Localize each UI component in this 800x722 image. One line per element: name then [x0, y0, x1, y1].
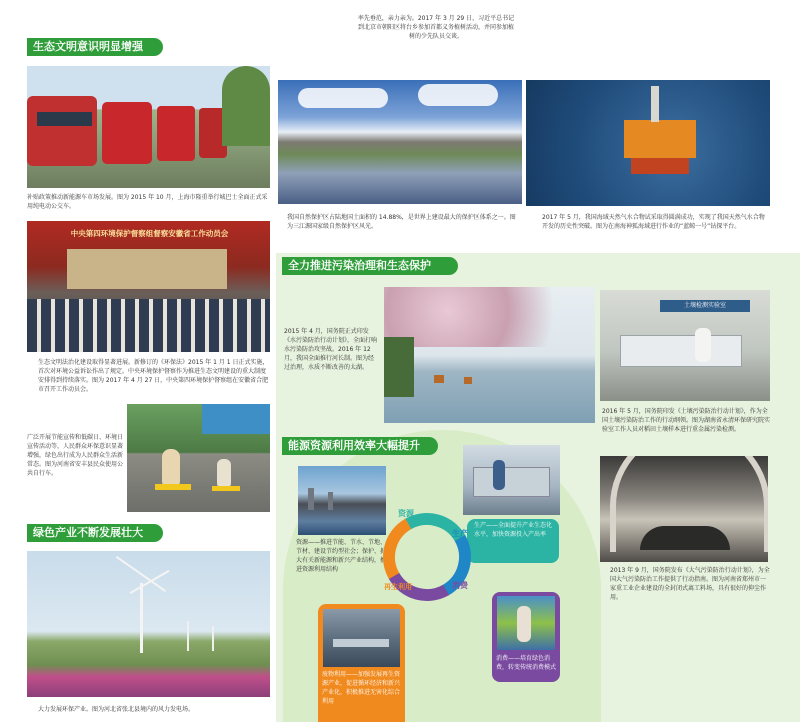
trees	[384, 337, 414, 397]
rig-derrick	[651, 86, 659, 122]
top-caption: 率先垂范，亲力亲为。2017 年 3 月 29 日，习近平总书记到北京市朝阳区将台乡参加首都义务植树活动，并同参加植树的少先队员交谈。	[357, 15, 515, 40]
production-caption: 生产——全面提升产业生态化水平，加快资源投入产出率	[474, 522, 553, 538]
rig-platform	[624, 120, 696, 158]
bus-shape	[157, 106, 195, 161]
rig-caption: 2017 年 5 月，我国海域天然气水合物试采取得圆满成功，实现了我国天然气水合物开发的历史性突破。图为在南海神狐海域进行作业的“蓝鲸一号”钻探平台。	[542, 214, 765, 230]
recycling-caption: 废物利用——加强发展再生资源产业，促进循环经济和新兴产业化，积极推进无害化综合利用	[322, 671, 401, 705]
stage	[67, 249, 227, 289]
bike-photo	[127, 404, 270, 512]
cycle-diagram	[374, 504, 480, 610]
cherry-blossoms	[384, 287, 595, 347]
wind-caption: 大力发展环保产业。图为河北省张北县境内的风力发电场。	[38, 706, 195, 713]
chimney	[308, 488, 314, 510]
lab-bench	[620, 335, 742, 367]
cloud	[298, 88, 388, 108]
recycling-photo	[323, 609, 400, 667]
rider	[217, 459, 231, 489]
bus-caption: 补贴政策推动新能源车市场发展。图为 2015 年 10 月，上海市隆重举行城巴士全面正式采用纯电动公交车。	[27, 194, 268, 210]
rider	[162, 449, 180, 489]
water-caption: 2015 年 4 月，国务院正式印发《水污染防治行动计划》，全面打响水污染防治攻坚战。2016 年 12 月，我国全面推行河长制。图为经过治理，水质不断改善的太湖。	[284, 328, 378, 371]
conveyor	[333, 639, 389, 647]
wind-photo	[27, 551, 270, 697]
lake-caption: 我国自然保护区占陆地国土面积的 14.88%，是世界上建设最大的保护区体系之一。图为三江源国家级自然保护区风光。	[287, 214, 516, 230]
cycle-label-consumption: 消费	[452, 581, 468, 590]
cycle-label-recycling: 再生利用	[384, 583, 412, 591]
bike-sign	[202, 404, 270, 434]
meeting-caption: 生态文明法治化建设取得显著进展。新修订的《环保法》2015 年 1 月 1 日正式实施，首次对环境公益诉讼作出了规定。中央环境保护督察作为推进生态文明建设的重大制度安排得到持续落实。图为 2017 年 4 月 27 日，中央第四环境保护督察组在安徽省合肥市召开工作动员会。	[38, 359, 269, 393]
lake-photo	[278, 80, 522, 204]
sailboat	[464, 377, 472, 384]
shed-caption: 2013 年 9 月，国务院发布《大气污染防治行动计划》，为全国大气污染防治工作提供了行动指南。图为河南省郑州市一家重工业企业建设的全封闭式离工料场，具有很好的抑尘作用。	[610, 567, 770, 601]
energy-heading: 能源资源利用效率大幅提升	[282, 437, 438, 455]
cycle-label-resource: 资源	[398, 509, 414, 518]
turbine-tower	[212, 626, 214, 651]
coal-pile	[640, 526, 730, 550]
sailboat	[434, 375, 444, 383]
lab-worker	[695, 328, 711, 362]
consumption-photo	[497, 596, 555, 650]
bus-photo	[27, 66, 270, 188]
rig-hull	[631, 158, 689, 174]
cloud	[418, 84, 498, 106]
lab-photo	[600, 290, 770, 401]
bike-caption: 广泛开展节能宣传和低碳日、环境日宣传活动等，人民群众环保意识显著增强，绿色出行成为人民群众生活新常态。图为河南省安丰县民众使用公共自行车。	[27, 434, 124, 477]
meeting-billboard: 中央第四环境保护督察组督察安徽省工作动员会	[70, 229, 229, 238]
cycle-label-production: 生产	[452, 529, 468, 538]
audience	[27, 299, 270, 352]
bus-shape	[27, 96, 97, 166]
factory-caption: 资源——推进节能、节水、节地、节材、建设节约型社会；保护、扩大有关新能源和新兴产业结构，推进资源利用结构	[296, 539, 387, 573]
machine	[473, 467, 550, 497]
green-heading: 绿色产业不断发展壮大	[27, 524, 163, 542]
shed-photo	[600, 456, 768, 562]
lab-sign: 土壤检测实验室	[660, 300, 750, 312]
turbine-tower	[140, 583, 143, 653]
turbine-tower	[187, 621, 189, 651]
rig-photo	[526, 80, 770, 206]
bus-window	[37, 112, 92, 126]
chimney	[328, 492, 333, 510]
lab-caption: 2016 年 5 月，国务院印发《土壤污染防治行动计划》，作为全国土壤污染防治工作的行动纲领。图为湖南省永清环保研究院实验室工作人员对稻田土壤样本进行重金属污染检测。	[602, 408, 771, 433]
factory-photo	[298, 466, 386, 535]
shopper	[517, 606, 531, 642]
pollution-heading: 全力推进污染治理和生态保护	[282, 257, 458, 275]
meeting-photo	[27, 221, 270, 352]
worker	[493, 460, 505, 490]
bike-frame	[212, 486, 240, 491]
eco-heading: 生态文明意识明显增强	[27, 38, 163, 56]
bus-shape	[102, 102, 152, 164]
consumption-caption: 消费——培育绿色消费，转变传统消费模式	[496, 655, 557, 671]
tree	[222, 66, 270, 146]
bike-frame	[155, 484, 191, 490]
lake-blossom-photo	[384, 287, 595, 423]
